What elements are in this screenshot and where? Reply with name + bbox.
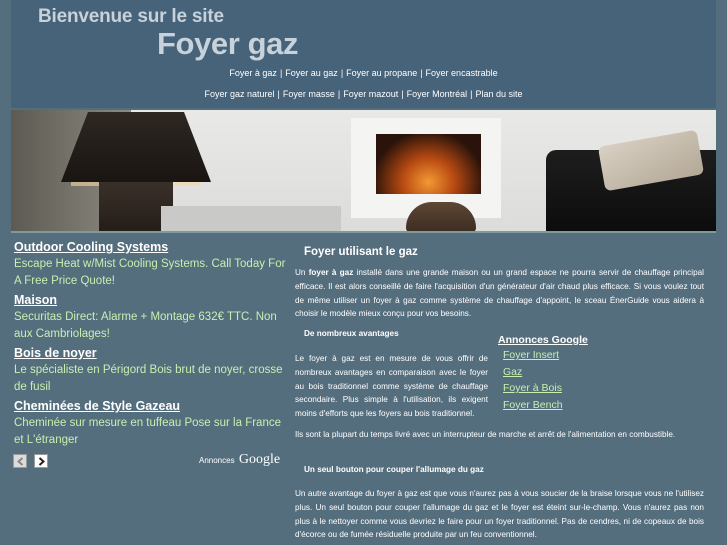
nav-link-foyer-montreal[interactable]: Foyer Montréal <box>406 89 468 99</box>
paragraph-interrupteur: Ils sont la plupart du temps livré avec un interrupteur de marche et arrêt de l'alimentation en combustible. <box>295 430 676 439</box>
paragraph-avantages: Le foyer à gaz est en mesure de vous offrir de nombreux avantages en comparaison avec le foyer au bois traditionnel comme système de chauffage secondaire. Plus simple à l'utilisation, ils exigent moins d'efforts que les foyers au bois traditionnel. <box>295 354 488 419</box>
nav-row-2: Foyer gaz naturel | Foyer masse | Foyer mazout | Foyer Montréal | Plan du site <box>204 89 523 99</box>
nav-link-foyer-a-gaz[interactable]: Foyer à gaz <box>229 68 277 78</box>
paragraph-intro: Un foyer à gaz installé dans une grande maison ou un grand espace ne pourra servir de chauffage principal efficace. Il est alors conseillé de faire l'acquisition d'un générateur d'air chaud plus efficace. Si vous voulez tout de même utiliser un foyer à gaz comme système de chauffage d'appoint, le sceau ÉnerGuide vous aidera à choisir le modèle mieux conçu pour vos besoins. <box>295 268 704 319</box>
ad-title-link[interactable]: Bois de noyer <box>14 346 97 360</box>
ad-next-button[interactable] <box>34 454 48 468</box>
ad-link-foyer-bench[interactable]: Foyer Bench <box>503 398 563 411</box>
ad-block <box>11 397 287 448</box>
ads-left-panel <box>11 238 287 470</box>
chevron-left-icon <box>16 457 25 466</box>
site-title-line2: Foyer gaz <box>157 26 299 61</box>
ad-text[interactable]: Cheminée sur mesure en tuffeau Pose sur la France et L'étranger <box>14 417 281 446</box>
ad-block <box>11 291 287 342</box>
subheading-avantages: De nombreux avantages <box>304 329 399 338</box>
nav-row-1: Foyer à gaz | Foyer au gaz | Foyer au propane | Foyer encastrable <box>229 68 498 78</box>
keyword-foyer-a-gaz: foyer à gaz <box>308 268 354 277</box>
nav-link-foyer-mazout[interactable]: Foyer mazout <box>343 89 399 99</box>
chevron-right-icon <box>37 457 46 466</box>
paragraph-bouton: Un autre avantage du foyer à gaz est que vous n'aurez pas à vous soucier de la braise lorsque vous ne l'utilisez plus. Un seul bouton pour couper l'allumage du gaz et le foyer est éteint sur-le-champ. Vous n'aurez pas non plus à le nettoyer comme vous devriez le faire pour un foyer traditionnel. Pas de cendres, ni de copeaux de bois d'écorce ou de fumée résiduelle produite par un feu conventionnel. <box>295 489 704 540</box>
nav-link-foyer-encastrable[interactable]: Foyer encastrable <box>425 68 498 78</box>
nav-link-plan-du-site[interactable]: Plan du site <box>475 89 523 99</box>
ad-text[interactable]: Securitas Direct: Alarme + Montage 632€ TTC. Non aux Cambriolages! <box>14 311 277 340</box>
ad-text[interactable]: Le spécialiste en Périgord Bois brut de noyer, crosse de fusil <box>14 364 283 393</box>
nav-link-foyer-au-gaz[interactable]: Foyer au gaz <box>285 68 338 78</box>
page-title: Foyer utilisant le gaz <box>304 246 418 258</box>
hero-image-living-room <box>11 110 716 233</box>
subheading-bouton: Un seul bouton pour couper l'allumage du gaz <box>304 465 484 474</box>
ad-pagination <box>13 453 50 472</box>
ads-right-panel <box>498 333 608 413</box>
ad-block <box>11 344 287 395</box>
ad-link-foyer-insert[interactable]: Foyer Insert <box>503 349 560 361</box>
ad-prev-button[interactable] <box>13 454 27 468</box>
ad-text[interactable]: Escape Heat w/Mist Cooling Systems. Call Today For A Free Price Quote! <box>14 258 286 287</box>
site-title-line1: Bienvenue sur le site <box>38 6 224 27</box>
ad-link-foyer-a-bois[interactable]: Foyer à Bois <box>503 382 562 394</box>
ads-by-google-label[interactable]: Annonces Google <box>199 452 281 467</box>
ad-title-link[interactable]: Outdoor Cooling Systems <box>14 240 169 254</box>
ad-title-link[interactable]: Maison <box>14 293 58 307</box>
site-header <box>11 0 716 108</box>
nav-link-foyer-gaz-naturel[interactable]: Foyer gaz naturel <box>204 89 275 99</box>
ad-link-gaz[interactable]: Gaz <box>503 365 523 378</box>
nav-link-foyer-masse[interactable]: Foyer masse <box>282 89 335 99</box>
ad-block <box>11 238 287 289</box>
ad-title-link[interactable]: Cheminées de Style Gazeau <box>14 399 181 413</box>
google-logo: Google <box>238 452 281 467</box>
ads-right-title[interactable]: Annonces Google <box>498 334 588 346</box>
nav-link-foyer-au-propane[interactable]: Foyer au propane <box>346 68 418 78</box>
